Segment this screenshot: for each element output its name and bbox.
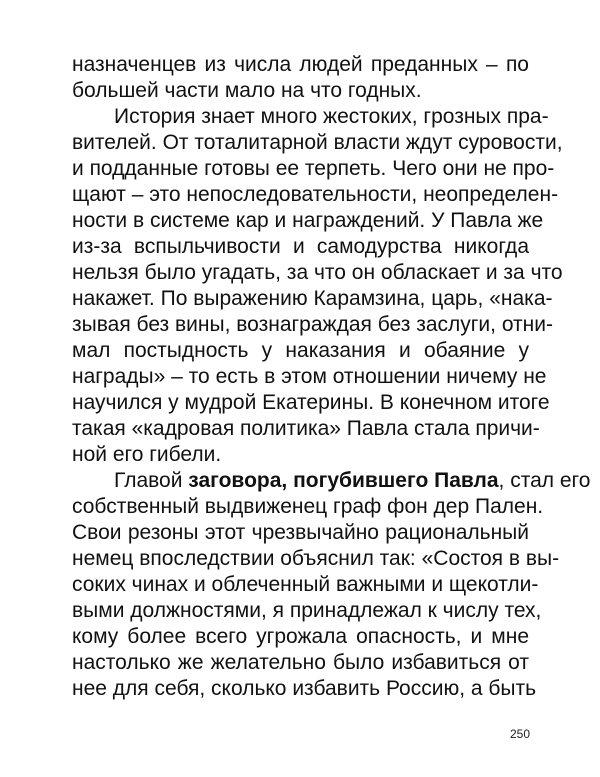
bold-phrase: заговора, погубившего Павла [188, 469, 499, 492]
paragraph-2 [72, 104, 563, 468]
text-line: настолько же желательно было избавиться от [72, 651, 529, 674]
text-line: большей части мало на что годных. [72, 79, 422, 102]
text-line: немец впоследствии объяснил так: «Состоя в вы- [72, 547, 560, 570]
document-page [72, 52, 591, 702]
text-line: щают – это непоследовательности, неопределен- [72, 183, 559, 206]
text-line: мал постыдность у наказания и обаяние у [72, 339, 529, 362]
text-line: ной его гибели. [72, 443, 222, 466]
text-line: соких чинах и облеченный важными и щекотли- [72, 573, 539, 596]
text-line: зывая без вины, вознаграждая без заслуги, отни- [72, 313, 553, 336]
text-line-with-bold [72, 468, 591, 494]
text-line: Свои резоны этот чрезвычайно рациональный [72, 521, 529, 544]
text-line: научился у мудрой Екатерины. В конечном итоге [72, 391, 550, 414]
page-number: 250 [509, 727, 530, 741]
paragraph-1 [72, 52, 529, 104]
text-line: награды» – то есть в этом отношении ничему не [72, 365, 547, 388]
text-line: из-за вспыльчивости и самодурства никогда [72, 235, 529, 258]
text-run: , стал его [498, 469, 591, 492]
text-line: нее для себя, сколько избавить Россию, а быть [72, 677, 537, 700]
paragraph-3 [72, 468, 591, 702]
text-line: собственный выдвиженец граф фон дер Пален. [72, 495, 544, 518]
text-line: ности в системе кар и награждений. У Павла же [72, 209, 544, 232]
text-line: назначенцев из числа людей преданных – по [72, 53, 529, 76]
text-line: История знает много жестоких, грозных пра- [114, 105, 549, 128]
text-line: вителей. От тоталитарной власти ждут суровости, [72, 131, 563, 154]
text-line: накажет. По выражению Карамзина, царь, «нака- [72, 287, 553, 310]
text-run: Главой [114, 469, 189, 492]
text-line: и подданные готовы ее терпеть. Чего они не про- [72, 157, 555, 180]
text-line: такая «кадровая политика» Павла стала причи- [72, 417, 540, 440]
text-line: кому более всего угрожала опасность, и мне [72, 625, 529, 648]
text-line: нельзя было угадать, за что он обласкает и за что [72, 261, 563, 284]
text-line: выми должностями, я принадлежал к числу тех, [72, 599, 542, 622]
